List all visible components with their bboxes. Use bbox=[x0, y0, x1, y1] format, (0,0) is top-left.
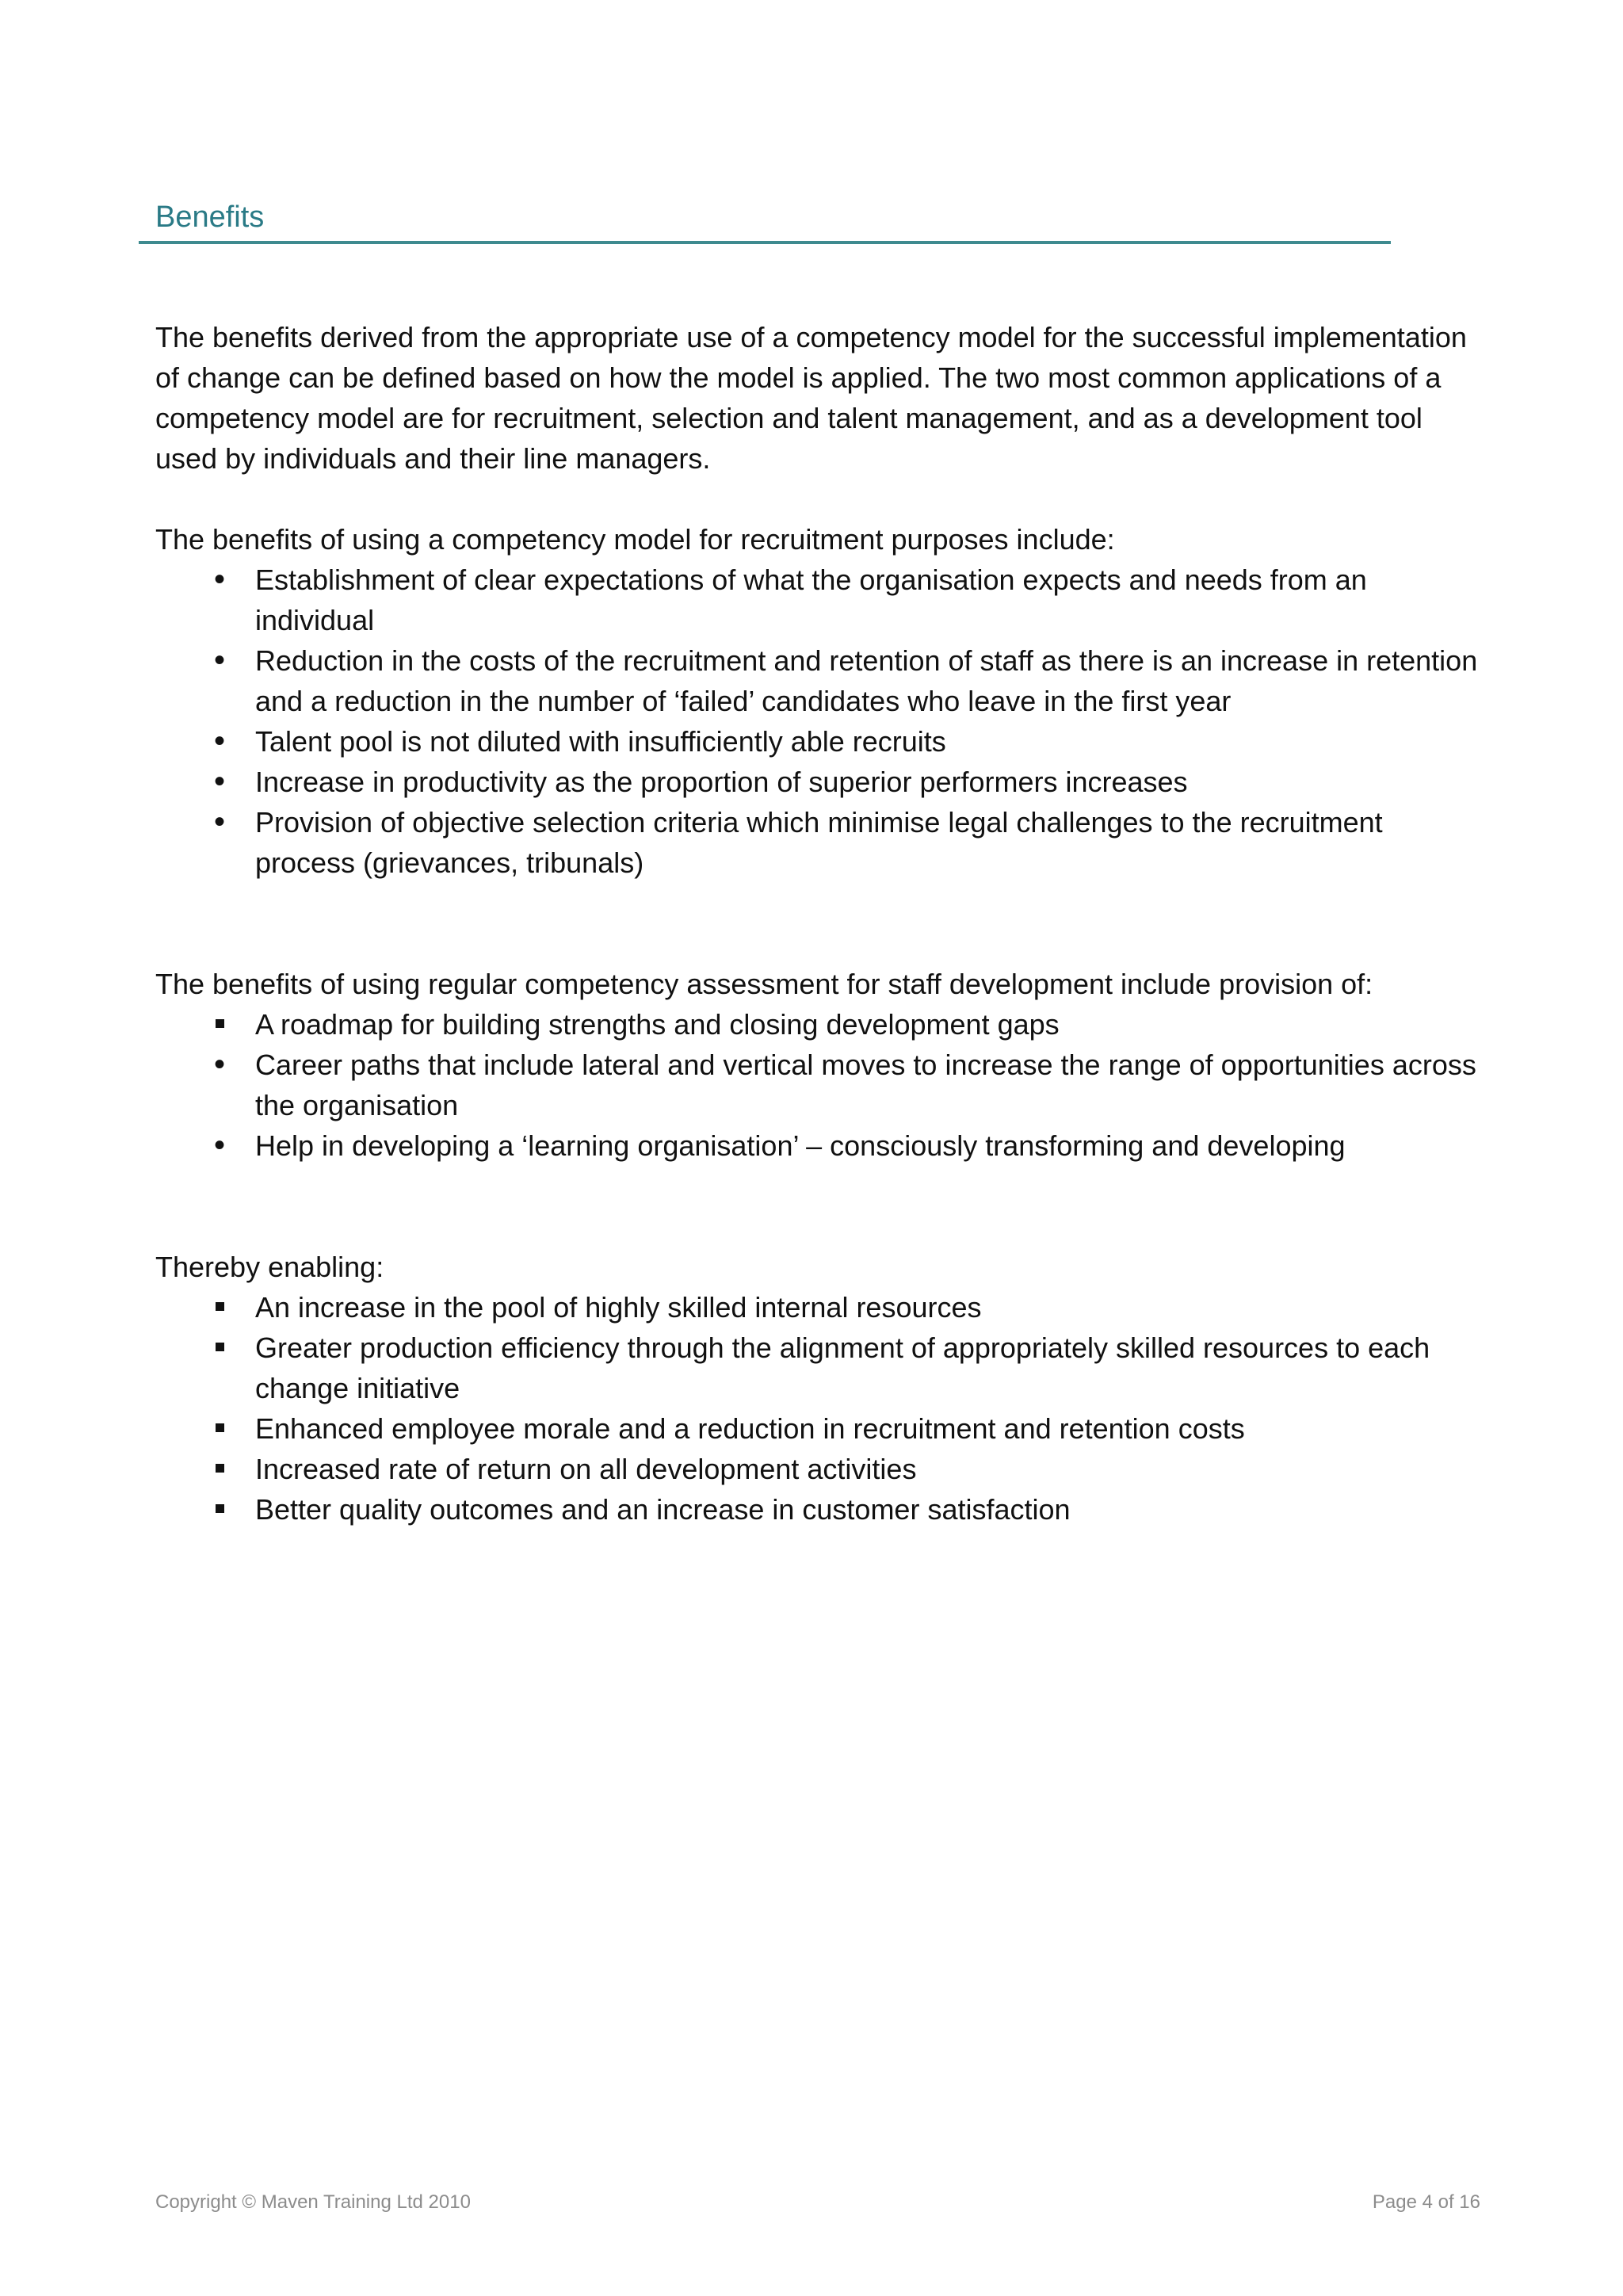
bullet-icon bbox=[208, 560, 231, 600]
bullet-icon bbox=[208, 640, 231, 681]
enabling-lead: Thereby enabling: bbox=[155, 1251, 384, 1283]
enabling-list bbox=[155, 1287, 1487, 1530]
recruitment-list bbox=[155, 560, 1487, 883]
list-item: • Career paths that include lateral and vertical moves to increase the range of opportunities across the organisation bbox=[155, 1045, 1487, 1125]
development-lead: The benefits of using regular competency assessment for staff development include provision of: bbox=[155, 968, 1373, 1000]
document-body bbox=[155, 317, 1487, 1530]
list-item: • Help in developing a ‘learning organisation’ – consciously transforming and developing bbox=[155, 1125, 1487, 1166]
bullet-icon bbox=[208, 1125, 231, 1166]
intro-paragraph: The benefits derived from the appropriate use of a competency model for the successful implementation of change can be defined based on how the model is applied. The two most common applications of a competency model are for recruitment, selection and talent management, and as a development tool used by individuals and their line managers. bbox=[155, 321, 1467, 475]
bullet-icon bbox=[208, 802, 231, 842]
list-item: Increased rate of return on all development activities bbox=[255, 1453, 917, 1485]
heading-underline bbox=[139, 241, 1391, 244]
list-item: Enhanced employee morale and a reduction in recruitment and retention costs bbox=[255, 1412, 1245, 1445]
list-item: Better quality outcomes and an increase in customer satisfaction bbox=[255, 1493, 1071, 1526]
bullet-icon bbox=[208, 1045, 231, 1085]
development-section bbox=[155, 964, 1487, 1166]
list-item: • Talent pool is not diluted with insufficiently able recruits bbox=[155, 721, 1487, 762]
list-item: • Reduction in the costs of the recruitment and retention of staff as there is an increase in retention and a reduction in the number of ‘failed’ candidates who leave in the first year bbox=[155, 640, 1487, 721]
development-list bbox=[155, 1004, 1487, 1166]
enabling-section bbox=[155, 1247, 1487, 1530]
list-item: • Increase in productivity as the proportion of superior performers increases bbox=[155, 762, 1487, 802]
bullet-icon bbox=[208, 721, 231, 762]
recruitment-section bbox=[155, 519, 1487, 883]
list-item: An increase in the pool of highly skilled internal resources bbox=[255, 1291, 982, 1324]
section-heading: Benefits bbox=[155, 201, 265, 234]
list-item: A roadmap for building strengths and closing development gaps bbox=[255, 1008, 1060, 1041]
recruitment-lead: The benefits of using a competency model for recruitment purposes include: bbox=[155, 523, 1115, 556]
list-item: • Provision of objective selection criteria which minimise legal challenges to the recruitment process (grievances, tribunals) bbox=[155, 802, 1487, 883]
list-item: • Establishment of clear expectations of what the organisation expects and needs from an individual bbox=[155, 560, 1487, 640]
footer-copyright: Copyright © Maven Training Ltd 2010 bbox=[155, 2191, 471, 2213]
footer-page-number: Page 4 of 16 bbox=[1372, 2191, 1480, 2213]
list-item: Greater production efficiency through the alignment of appropriately skilled resources to each change initiative bbox=[255, 1331, 1430, 1404]
bullet-icon bbox=[208, 762, 231, 802]
